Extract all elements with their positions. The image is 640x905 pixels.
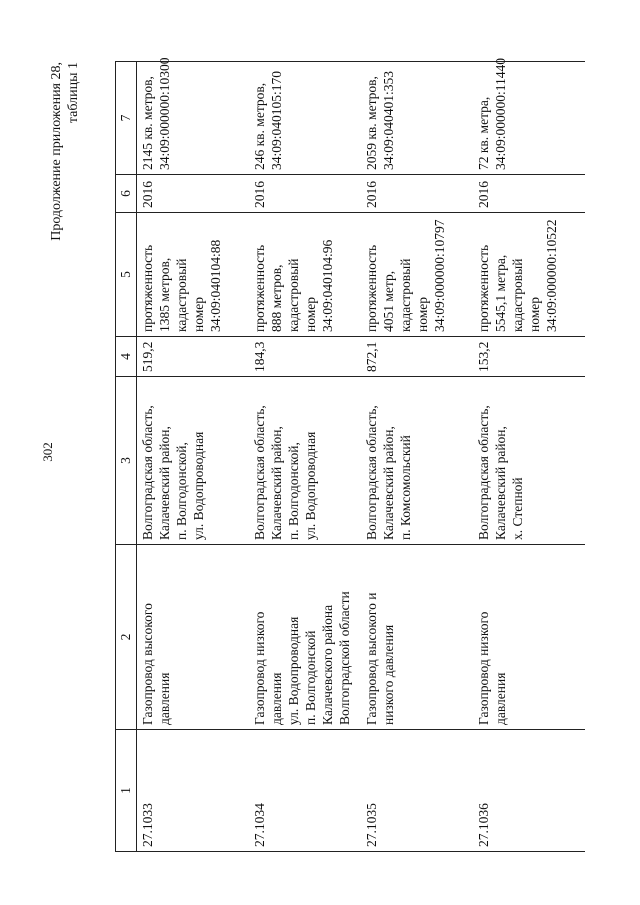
characteristics-cell xyxy=(137,213,250,337)
table-body xyxy=(137,57,586,852)
table-row xyxy=(473,62,585,852)
value-cell: 519,2 xyxy=(137,337,250,377)
year-cell: 2016 xyxy=(137,175,250,213)
year-cell: 2016 xyxy=(473,175,585,213)
cell-line: давления xyxy=(493,672,508,725)
characteristics-cell xyxy=(249,213,361,337)
cell-line: Волгоградской области xyxy=(337,591,352,725)
column-header: 5 xyxy=(116,213,137,337)
cell-line: ул. Водопроводная xyxy=(303,431,318,540)
cell-line: 2059 кв. метров, xyxy=(364,76,379,170)
cell-line: Газопровод низкого xyxy=(252,611,267,725)
cell-line: Калачевский район, xyxy=(493,426,508,540)
cell-line: Газопровод низкого xyxy=(476,611,491,725)
cell-line: низкого давления xyxy=(381,624,396,725)
area-cadastral-cell xyxy=(137,57,250,175)
cell-line: 72 кв. метра, xyxy=(476,96,491,170)
object-name-cell xyxy=(361,545,473,730)
cell-line: кадастровый xyxy=(174,258,189,332)
column-header: 7 xyxy=(116,62,137,175)
cell-line: 4051 метр, xyxy=(381,270,396,332)
cell-line: Волгоградская область, xyxy=(140,405,155,540)
table-caption xyxy=(48,62,82,392)
cell-line: давления xyxy=(269,672,284,725)
cell-line: протяженность xyxy=(140,244,155,332)
cell-line: 246 кв. метров, xyxy=(252,82,267,170)
cell-line: Газопровод высокого xyxy=(140,603,155,725)
object-name-cell xyxy=(473,545,585,730)
characteristics-cell xyxy=(361,213,473,337)
cell-line: номер xyxy=(415,296,430,332)
address-cell xyxy=(473,377,585,545)
table-row xyxy=(361,62,473,852)
cell-line: 34:09:000000:10522 xyxy=(544,219,559,332)
cell-line: ул. Водопроводная xyxy=(191,431,206,540)
cell-line: ул. Водопроводная xyxy=(286,616,301,725)
row-number-cell: 27.1036 xyxy=(473,730,585,852)
cell-line: 888 метров, xyxy=(269,264,284,332)
area-cadastral-cell xyxy=(361,62,473,175)
cell-line: 34:09:040104:88 xyxy=(208,239,223,332)
rotated-page xyxy=(40,52,600,852)
object-name-cell xyxy=(249,545,361,730)
cell-line: номер xyxy=(191,296,206,332)
data-table xyxy=(115,57,585,852)
column-header: 1 xyxy=(116,730,137,852)
caption-line-2: таблицы 1 xyxy=(66,62,81,124)
cell-line: х. Степной xyxy=(510,477,525,540)
table-row xyxy=(137,62,250,852)
cell-line: Калачевский район, xyxy=(157,426,172,540)
cell-line: Калачевского района xyxy=(320,604,335,725)
cell-line: номер xyxy=(303,296,318,332)
column-header: 6 xyxy=(116,175,137,213)
row-number-cell: 27.1034 xyxy=(249,730,361,852)
cell-line: Волгоградская область, xyxy=(476,405,491,540)
characteristics-cell xyxy=(473,213,585,337)
address-cell xyxy=(137,377,250,545)
cell-line: протяженность xyxy=(252,244,267,332)
cell-line: кадастровый xyxy=(398,258,413,332)
cell-line: п. Комсомольский xyxy=(398,435,413,540)
cell-line: 34:09:000000:10300 xyxy=(157,57,172,170)
row-number-cell: 27.1033 xyxy=(137,730,250,852)
column-header: 4 xyxy=(116,337,137,377)
area-cadastral-cell xyxy=(473,57,585,175)
value-cell: 153,2 xyxy=(473,337,585,377)
cell-line: протяженность xyxy=(476,244,491,332)
cell-line: Волгоградская область, xyxy=(364,405,379,540)
cell-line: 34:09:000000:10797 xyxy=(432,219,447,332)
cell-line: п. Волгодонской, xyxy=(286,442,301,540)
row-number-cell: 27.1035 xyxy=(361,730,473,852)
page-number: 302 xyxy=(40,442,55,462)
cell-line: Волгоградская область, xyxy=(252,405,267,540)
cell-line: 34:09:040105:170 xyxy=(269,70,284,170)
cell-line: кадастровый xyxy=(286,258,301,332)
cell-line: номер xyxy=(527,296,542,332)
cell-line: кадастровый xyxy=(510,258,525,332)
address-cell xyxy=(249,377,361,545)
cell-line: протяженность xyxy=(364,244,379,332)
cell-line: 5545,1 метра, xyxy=(493,254,508,332)
cell-line: давления xyxy=(157,672,172,725)
cell-line: 2145 кв. метров, xyxy=(140,76,155,170)
value-cell: 184,3 xyxy=(249,337,361,377)
year-cell: 2016 xyxy=(249,175,361,213)
cell-line: п. Волгодонской xyxy=(303,630,318,725)
area-cadastral-cell xyxy=(249,62,361,175)
column-header: 2 xyxy=(116,545,137,730)
cell-line: 34:09:040401:353 xyxy=(381,70,396,170)
cell-line: 1385 метров, xyxy=(157,257,172,332)
year-cell: 2016 xyxy=(361,175,473,213)
cell-line: п. Волгодонской, xyxy=(174,442,189,540)
cell-line: Калачевский район, xyxy=(269,426,284,540)
column-header: 3 xyxy=(116,377,137,545)
table-row xyxy=(249,62,361,852)
caption-line-1: Продолжение приложения 28, xyxy=(49,62,64,241)
cell-line: Калачевский район, xyxy=(381,426,396,540)
value-cell: 872,1 xyxy=(361,337,473,377)
cell-line: 34:09:040104:96 xyxy=(320,239,335,332)
header-row xyxy=(116,62,137,852)
object-name-cell xyxy=(137,545,250,730)
cell-line: Газопровод высокого и xyxy=(364,592,379,725)
cell-line: 34:09:000000:11440 xyxy=(493,57,508,170)
address-cell xyxy=(361,377,473,545)
